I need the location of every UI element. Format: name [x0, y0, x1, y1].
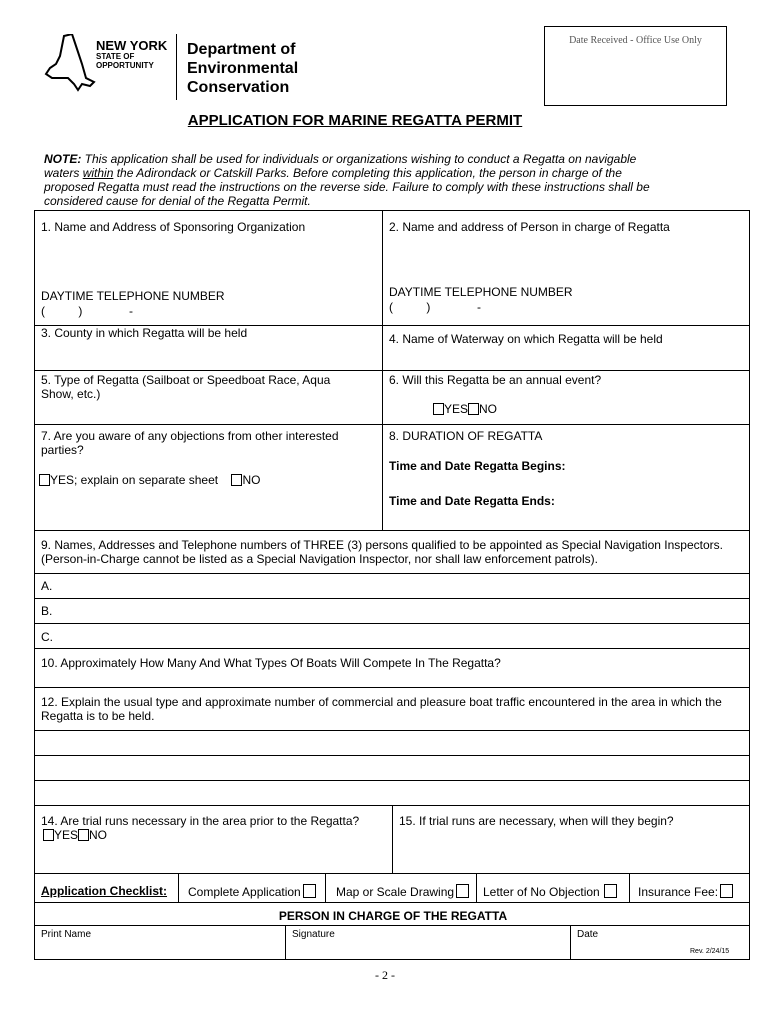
q12-line-2[interactable] — [34, 755, 750, 781]
q5-cell[interactable] — [34, 370, 383, 425]
q8-begins-label[interactable]: Time and Date Regatta Begins: — [389, 459, 566, 473]
date-label: Date — [577, 929, 599, 940]
note-within: within — [82, 166, 114, 180]
page-number: - 2 - — [375, 968, 395, 982]
dec-line3: Conservation — [187, 79, 290, 96]
row-a-label: A. — [41, 579, 53, 593]
dec-line2: Environmental — [187, 60, 299, 77]
checklist-item1-cell — [178, 873, 326, 903]
person-header: PERSON IN CHARGE OF THE REGATTA — [278, 909, 508, 923]
ny-line1: NEW YORK — [96, 38, 168, 53]
row-c-label: C. — [41, 630, 53, 644]
q6-cell — [382, 370, 750, 425]
q2-phone-label: DAYTIME TELEPHONE NUMBER — [389, 285, 573, 299]
inspector-row-c[interactable] — [34, 623, 750, 649]
checklist-item2-checkbox[interactable] — [456, 884, 469, 898]
q8-cell — [382, 424, 750, 531]
dec-logo-text — [187, 40, 298, 97]
q12-line-1[interactable] — [34, 730, 750, 756]
q1-phone-field[interactable]: ( ) - — [41, 304, 134, 318]
q14-cell — [34, 805, 393, 874]
q12-label: 12. Explain the usual type and approximate number of commercial and pleasure boat traffic encountered in the area in which the Regatta is to be held. — [41, 695, 722, 723]
checklist-item2 — [336, 884, 469, 899]
q7-yes-checkbox[interactable] — [39, 474, 50, 486]
q7-no-checkbox[interactable] — [231, 474, 242, 486]
checklist-item2-label: Map or Scale Drawing — [336, 885, 455, 899]
q12-cell[interactable] — [34, 687, 750, 731]
checklist-item1-label: Complete Application — [188, 885, 301, 899]
new-york-state-map-icon — [42, 34, 96, 92]
q2-cell[interactable] — [382, 210, 750, 326]
q14-options — [43, 828, 107, 842]
checklist-label: Application Checklist: — [41, 884, 168, 898]
q7-yes-label: YES; explain on separate sheet — [50, 473, 219, 487]
print-name-label: Print Name — [41, 929, 92, 940]
print-name-cell[interactable] — [34, 925, 286, 960]
q6-yes-checkbox[interactable] — [433, 403, 444, 415]
q2-label: 2. Name and address of Person in charge of Regatta — [389, 220, 670, 234]
q9-label: 9. Names, Addresses and Telephone numbers of THREE (3) persons qualified to be appointed as Special Navigation Inspectors. (Person-in-Charge cannot be listed as a Special Navigation Inspector, nor shall law enforcement patrols). — [41, 538, 723, 566]
q10-label: 10. Approximately How Many And What Types Of Boats Will Compete In The Regatta? — [41, 656, 501, 670]
application-form — [34, 210, 750, 960]
q7-cell — [34, 424, 383, 531]
checklist-item3-checkbox[interactable] — [604, 884, 617, 898]
ny-logo-text — [96, 39, 167, 70]
q9-cell — [34, 530, 750, 574]
checklist-item3 — [483, 884, 617, 899]
q7-label: 7. Are you aware of any objections from other interested parties? — [41, 429, 339, 457]
q15-cell[interactable] — [392, 805, 750, 874]
checklist-item1 — [188, 884, 316, 899]
inspector-row-a[interactable] — [34, 573, 750, 599]
office-use-box: Date Received - Office Use Only — [544, 26, 727, 106]
q6-options — [433, 402, 497, 416]
q1-cell[interactable] — [34, 210, 383, 326]
q8-label: 8. DURATION OF REGATTA — [389, 429, 543, 443]
note-text2: the Adirondack or Catskill Parks. Before completing this application, the person in charge of the proposed Regatta must read the instructions on the reverse side. Failure to comply with these instructions shall be considered cause for denial of the Regatta Permit. — [44, 166, 650, 208]
checklist-item4-label: Insurance Fee: — [638, 885, 719, 899]
q3-cell[interactable] — [34, 325, 383, 371]
q7-no-label: NO — [242, 473, 261, 487]
q14-no-checkbox[interactable] — [78, 829, 89, 841]
checklist-item2-cell — [325, 873, 477, 903]
q14-yes-label: YES — [54, 828, 79, 842]
q4-cell[interactable] — [382, 325, 750, 371]
checklist-item3-cell — [476, 873, 630, 903]
q6-no-label: NO — [479, 402, 498, 416]
q6-yes-label: YES — [444, 402, 469, 416]
q4-label: 4. Name of Waterway on which Regatta will be held — [389, 332, 663, 346]
checklist-item4-cell — [629, 873, 750, 903]
q14-no-label: NO — [89, 828, 108, 842]
inspector-row-b[interactable] — [34, 598, 750, 624]
logo-divider — [176, 34, 177, 100]
checklist-item4 — [638, 884, 733, 899]
checklist-item1-checkbox[interactable] — [303, 884, 316, 898]
q6-no-checkbox[interactable] — [468, 403, 479, 415]
q8-ends-label[interactable]: Time and Date Regatta Ends: — [389, 494, 555, 508]
note-label: NOTE: — [44, 152, 82, 166]
q7-options — [39, 473, 260, 487]
q1-phone-label: DAYTIME TELEPHONE NUMBER — [41, 289, 225, 303]
ny-line2: STATE OF — [96, 52, 135, 61]
q15-label: 15. If trial runs are necessary, when will they begin? — [399, 814, 674, 828]
note-paragraph — [44, 152, 674, 208]
row-b-label: B. — [41, 604, 53, 618]
checklist-label-cell — [34, 873, 179, 903]
q10-cell[interactable] — [34, 648, 750, 688]
signature-cell[interactable] — [285, 925, 571, 960]
revision-date: Rev. 2/24/15 — [690, 948, 730, 955]
signature-label: Signature — [292, 929, 335, 940]
q3-label: 3. County in which Regatta will be held — [41, 326, 248, 340]
q6-label: 6. Will this Regatta be an annual event? — [389, 373, 602, 387]
q5-label: 5. Type of Regatta (Sailboat or Speedboat Race, Aqua Show, etc.) — [41, 373, 331, 401]
note-text1: This application shall be used for individuals or organizations wishing to conduct a Regatta on navigable waters — [44, 152, 637, 180]
q1-label: 1. Name and Address of Sponsoring Organization — [41, 220, 306, 234]
q12-line-3[interactable] — [34, 780, 750, 806]
dec-line1: Department of — [187, 41, 296, 58]
q14-yes-checkbox[interactable] — [43, 829, 54, 841]
person-header-cell — [34, 902, 750, 926]
checklist-item3-label: Letter of No Objection — [483, 885, 600, 899]
q2-phone-field[interactable]: ( ) - — [389, 300, 482, 314]
checklist-item4-checkbox[interactable] — [720, 884, 733, 898]
q14-label: 14. Are trial runs necessary in the area prior to the Regatta? — [41, 814, 360, 828]
page-title: APPLICATION FOR MARINE REGATTA PERMIT — [187, 112, 523, 129]
ny-line3: OPPORTUNITY — [96, 61, 154, 70]
